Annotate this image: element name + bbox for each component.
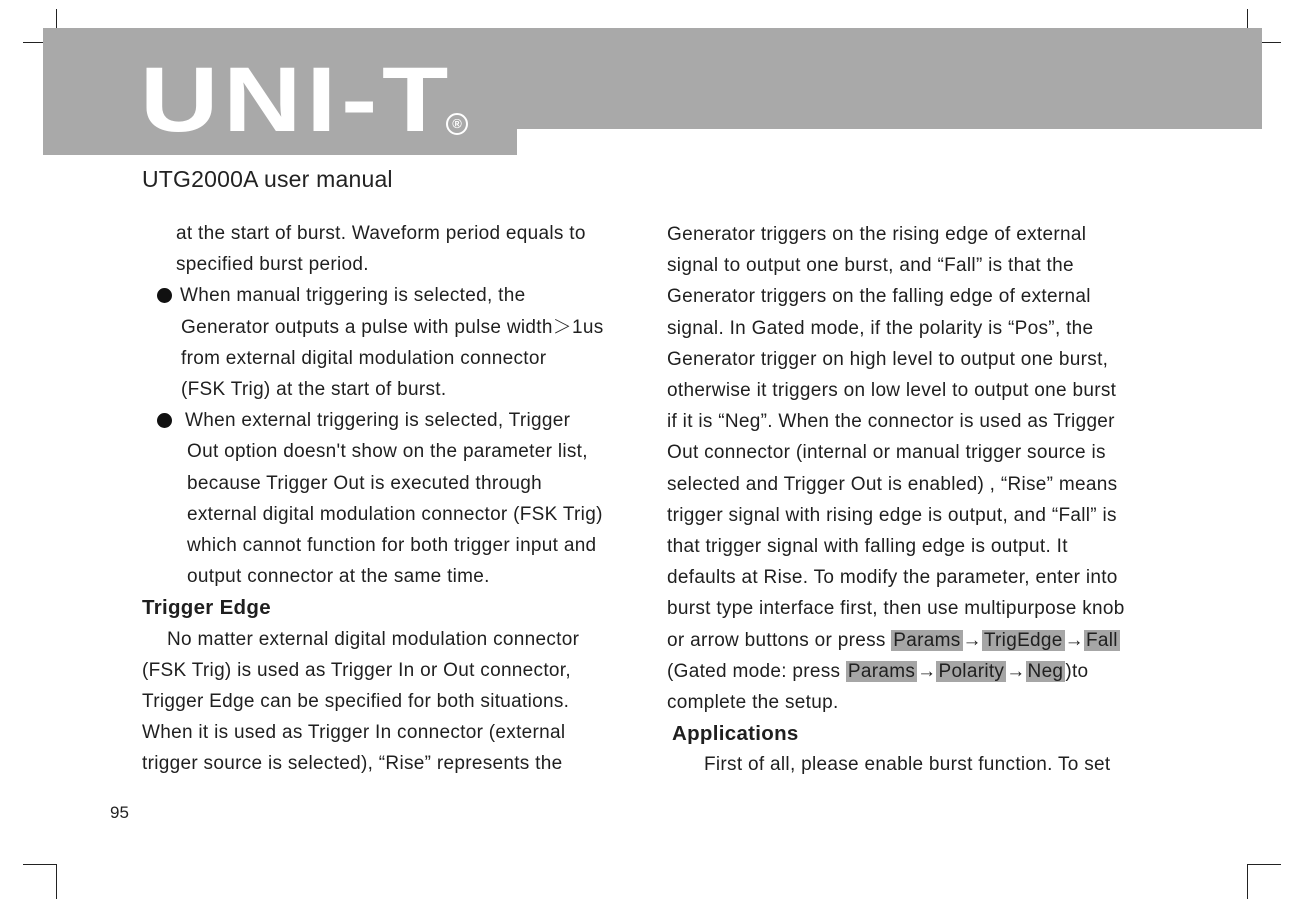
text-line: When it is used as Trigger In connector (external: [142, 722, 566, 744]
text-line: signal to output one burst, and “Fall” is that the: [667, 255, 1074, 277]
brand-logo: [140, 49, 454, 151]
right-column: [667, 219, 1187, 781]
manual-title: UTG2000A user manual: [142, 166, 393, 192]
text-line: burst type interface first, then use multipurpose knob: [667, 598, 1125, 620]
text-line: First of all, please enable burst function. To set: [704, 754, 1111, 776]
arrow: →: [1064, 629, 1084, 651]
text-span: )to: [1065, 660, 1089, 682]
text-line: because Trigger Out is executed through: [187, 472, 542, 494]
text-line: external digital modulation connector (FSK Trig): [187, 503, 603, 525]
text-line: (FSK Trig) is used as Trigger In or Out connector,: [142, 659, 571, 681]
text-line: When external triggering is selected, Trigger: [185, 410, 571, 432]
section-heading-applications: Applications: [672, 722, 799, 746]
text-line: at the start of burst. Waveform period equals to: [176, 223, 586, 244]
arrow: →: [1006, 660, 1026, 682]
text-line: signal. In Gated mode, if the polarity is “Pos”, the: [667, 317, 1094, 339]
bullet-item-manual: [142, 280, 662, 311]
text-line: complete the setup.: [667, 692, 839, 714]
text-line: Generator triggers on the falling edge of external: [667, 286, 1091, 308]
left-column: [142, 218, 662, 780]
text-line: specified burst period.: [176, 254, 369, 276]
text-line: selected and Trigger Out is enabled) , “Rise” means: [667, 473, 1118, 495]
text-line: (FSK Trig) at the start of burst.: [181, 379, 447, 401]
text-line: Out option doesn't show on the parameter list,: [187, 441, 588, 463]
text-line: trigger signal with rising edge is output, and “Fall” is: [667, 504, 1117, 526]
section-heading-trigger-edge: Trigger Edge: [142, 596, 271, 620]
text-line: which cannot function for both trigger input and: [187, 535, 597, 557]
page-number: 95: [110, 803, 129, 822]
text-span: or arrow buttons or press: [667, 629, 892, 651]
text-line: that trigger signal with falling edge is output. It: [667, 536, 1068, 558]
text-line: Generator triggers on the rising edge of external: [667, 224, 1087, 245]
key-sequence-line: [667, 625, 1187, 656]
registered-mark-icon: ®: [446, 113, 468, 135]
crop-mark-bottom-left-v: [56, 864, 57, 899]
text-line: Generator outputs a pulse with pulse width＞1us: [181, 316, 604, 338]
key-params: Params: [893, 629, 961, 651]
bullet-icon: [157, 288, 172, 303]
text-span: (Gated mode: press: [667, 660, 846, 682]
text-line: from external digital modulation connector: [181, 347, 547, 369]
text-line: output connector at the same time.: [187, 566, 490, 588]
key-neg: Neg: [1027, 660, 1064, 682]
text-line: Out connector (internal or manual trigger source is: [667, 442, 1106, 464]
text-line: if it is “Neg”. When the connector is used as Trigger: [667, 411, 1115, 433]
key-params: Params: [847, 660, 916, 682]
key-trigedge: TrigEdge: [983, 629, 1063, 651]
text-line: When manual triggering is selected, the: [180, 285, 526, 307]
arrow: →: [962, 629, 982, 651]
text-line: Generator trigger on high level to output one burst,: [667, 348, 1109, 370]
key-fall: Fall: [1085, 629, 1118, 651]
text-line: No matter external digital modulation connector: [167, 628, 580, 650]
key-polarity: Polarity: [938, 660, 1005, 682]
bullet-item-external: [142, 405, 662, 436]
key-sequence-line: [667, 656, 1187, 687]
brand-logo-text: UNI-T: [140, 49, 454, 151]
bullet-icon: [157, 413, 172, 428]
crop-mark-bottom-left-h: [23, 864, 57, 865]
crop-mark-bottom-right-h: [1247, 864, 1281, 865]
arrow: →: [917, 660, 937, 682]
text-line: otherwise it triggers on low level to output one burst: [667, 380, 1117, 402]
text-line: trigger source is selected), “Rise” represents the: [142, 753, 563, 775]
text-line: defaults at Rise. To modify the parameter, enter into: [667, 567, 1118, 589]
crop-mark-bottom-right-v: [1247, 864, 1248, 899]
text-line: Trigger Edge can be specified for both situations.: [142, 691, 570, 713]
